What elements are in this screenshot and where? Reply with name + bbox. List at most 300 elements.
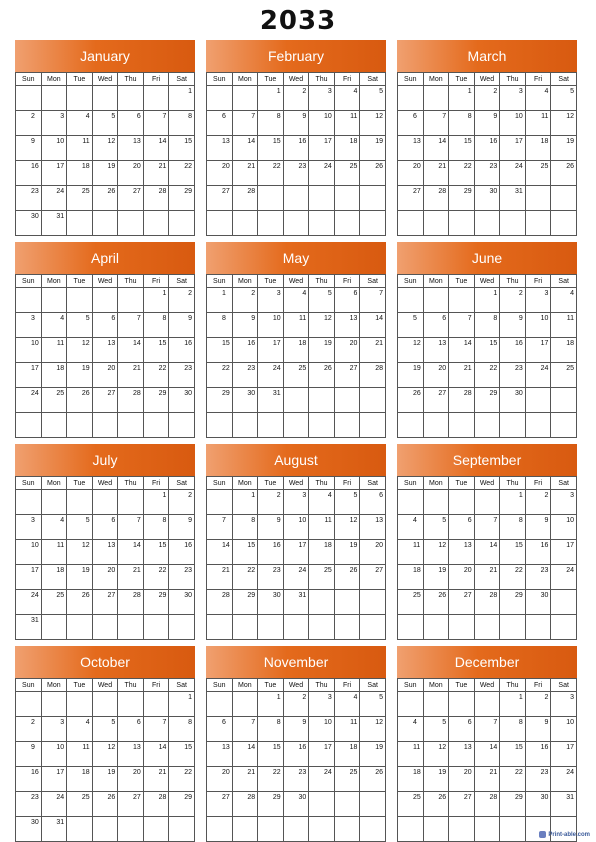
day-cell: [207, 413, 233, 438]
day-cell: 12: [360, 111, 386, 136]
weekday-label: Sun: [398, 275, 424, 288]
day-cell: 17: [16, 565, 42, 590]
day-cell: 8: [169, 111, 195, 136]
day-cell: 4: [334, 86, 360, 111]
day-cell: [309, 186, 335, 211]
weekday-label: Fri: [143, 73, 169, 86]
day-cell: [360, 211, 386, 236]
day-cell: [232, 211, 258, 236]
day-cell: 8: [500, 717, 526, 742]
day-cell: 1: [258, 86, 284, 111]
weekday-label: Mon: [423, 477, 449, 490]
day-cell: 2: [16, 111, 42, 136]
day-cell: 14: [207, 540, 233, 565]
day-cell: 1: [449, 86, 475, 111]
day-cell: 16: [474, 136, 500, 161]
weekday-label: Sun: [207, 477, 233, 490]
day-cell: [360, 590, 386, 615]
day-cell: 27: [92, 388, 118, 413]
day-cell: 20: [449, 565, 475, 590]
day-cell: [232, 692, 258, 717]
day-cell: 2: [169, 288, 195, 313]
day-cell: 13: [449, 540, 475, 565]
day-cell: 1: [232, 490, 258, 515]
day-cell: 4: [551, 288, 577, 313]
day-cell: 23: [169, 363, 195, 388]
day-cell: 13: [449, 742, 475, 767]
day-cell: 27: [118, 186, 144, 211]
day-cell: 4: [309, 490, 335, 515]
day-cell: [398, 692, 424, 717]
day-cell: 9: [169, 313, 195, 338]
day-cell: 10: [283, 515, 309, 540]
month-header: May: [206, 242, 386, 274]
day-cell: [309, 413, 335, 438]
day-cell: 25: [525, 161, 551, 186]
weekday-label: Wed: [283, 477, 309, 490]
day-cell: 18: [283, 338, 309, 363]
day-cell: 21: [360, 338, 386, 363]
day-cell: 1: [207, 288, 233, 313]
weekday-label: Sun: [16, 477, 42, 490]
day-cell: 11: [67, 136, 93, 161]
day-cell: 20: [360, 540, 386, 565]
weekday-label: Mon: [423, 275, 449, 288]
day-cell: 29: [258, 792, 284, 817]
day-cell: [398, 817, 424, 842]
weekday-label: Thu: [500, 73, 526, 86]
day-cell: 20: [334, 338, 360, 363]
day-cell: [16, 288, 42, 313]
day-cell: [500, 817, 526, 842]
day-cell: 21: [143, 767, 169, 792]
day-cell: 15: [169, 136, 195, 161]
day-cell: 25: [41, 590, 67, 615]
day-cell: 31: [41, 211, 67, 236]
day-cell: 24: [525, 363, 551, 388]
weekday-label: Wed: [92, 679, 118, 692]
day-cell: 21: [232, 161, 258, 186]
day-cell: 10: [551, 515, 577, 540]
day-cell: 27: [207, 186, 233, 211]
day-cell: [258, 413, 284, 438]
day-cell: 17: [309, 136, 335, 161]
day-cell: [474, 490, 500, 515]
weekday-label: Sat: [169, 73, 195, 86]
day-cell: [16, 86, 42, 111]
day-cell: 26: [398, 388, 424, 413]
day-cell: 21: [449, 363, 475, 388]
logo-icon: [539, 831, 546, 838]
day-cell: [207, 692, 233, 717]
day-cell: [67, 490, 93, 515]
weekday-label: Tue: [67, 275, 93, 288]
day-cell: 9: [474, 111, 500, 136]
day-cell: [92, 211, 118, 236]
day-cell: 18: [41, 363, 67, 388]
day-cell: 14: [143, 742, 169, 767]
day-cell: 27: [398, 186, 424, 211]
day-cell: 3: [551, 490, 577, 515]
day-cell: [423, 413, 449, 438]
day-cell: 7: [118, 313, 144, 338]
day-cell: [500, 615, 526, 640]
weekday-label: Mon: [232, 679, 258, 692]
day-cell: 12: [67, 540, 93, 565]
day-cell: 14: [423, 136, 449, 161]
day-cell: [334, 388, 360, 413]
day-cell: 27: [207, 792, 233, 817]
day-cell: [67, 288, 93, 313]
day-cell: 24: [41, 792, 67, 817]
month-header: June: [397, 242, 577, 274]
day-cell: 17: [41, 767, 67, 792]
day-cell: 19: [67, 363, 93, 388]
day-cell: 14: [118, 338, 144, 363]
day-cell: [423, 615, 449, 640]
day-cell: 30: [525, 792, 551, 817]
weekday-label: Sun: [16, 73, 42, 86]
weekday-label: Fri: [525, 477, 551, 490]
day-cell: [360, 186, 386, 211]
day-cell: 22: [500, 565, 526, 590]
day-cell: [41, 490, 67, 515]
day-cell: 29: [500, 792, 526, 817]
day-cell: 12: [551, 111, 577, 136]
month-header: April: [15, 242, 195, 274]
day-cell: 18: [525, 136, 551, 161]
day-cell: [449, 615, 475, 640]
day-cell: 27: [423, 388, 449, 413]
day-cell: 16: [525, 742, 551, 767]
weekday-label: Fri: [334, 679, 360, 692]
day-cell: 10: [258, 313, 284, 338]
day-cell: 23: [16, 186, 42, 211]
weekday-label: Mon: [41, 477, 67, 490]
weekday-label: Fri: [143, 477, 169, 490]
day-cell: [449, 817, 475, 842]
weekday-label: Wed: [283, 275, 309, 288]
day-cell: 20: [423, 363, 449, 388]
day-cell: 16: [169, 338, 195, 363]
day-cell: 15: [474, 338, 500, 363]
day-cell: 4: [398, 515, 424, 540]
weekday-label: Mon: [423, 679, 449, 692]
day-cell: 12: [92, 742, 118, 767]
day-cell: 3: [258, 288, 284, 313]
day-cell: 13: [334, 313, 360, 338]
day-cell: 17: [283, 540, 309, 565]
weekday-label: Mon: [41, 275, 67, 288]
day-cell: 5: [334, 490, 360, 515]
day-cell: 2: [16, 717, 42, 742]
month-table: [397, 678, 577, 842]
weekday-label: Sat: [551, 275, 577, 288]
day-cell: [334, 615, 360, 640]
day-cell: 8: [169, 717, 195, 742]
day-cell: 2: [232, 288, 258, 313]
weekday-label: Tue: [67, 73, 93, 86]
weekday-label: Wed: [283, 73, 309, 86]
footer-logo-text: Print-able.com: [548, 832, 590, 838]
day-cell: 3: [41, 111, 67, 136]
day-cell: [449, 288, 475, 313]
day-cell: 16: [232, 338, 258, 363]
day-cell: 9: [525, 515, 551, 540]
day-cell: [207, 817, 233, 842]
day-cell: 17: [525, 338, 551, 363]
day-cell: [41, 692, 67, 717]
day-cell: 11: [309, 515, 335, 540]
day-cell: 7: [143, 111, 169, 136]
day-cell: 21: [207, 565, 233, 590]
day-cell: 9: [500, 313, 526, 338]
weekday-label: Thu: [500, 275, 526, 288]
day-cell: [118, 490, 144, 515]
day-cell: 13: [118, 742, 144, 767]
weekday-label: Wed: [474, 275, 500, 288]
day-cell: 24: [16, 388, 42, 413]
day-cell: 3: [525, 288, 551, 313]
day-cell: 7: [360, 288, 386, 313]
weekday-label: Thu: [500, 477, 526, 490]
day-cell: 25: [67, 792, 93, 817]
day-cell: 17: [16, 363, 42, 388]
day-cell: [283, 211, 309, 236]
day-cell: 17: [258, 338, 284, 363]
day-cell: 2: [169, 490, 195, 515]
month-october: [15, 646, 195, 842]
day-cell: 23: [16, 792, 42, 817]
day-cell: 31: [258, 388, 284, 413]
day-cell: [525, 211, 551, 236]
weekday-label: Thu: [118, 477, 144, 490]
day-cell: 20: [92, 565, 118, 590]
day-cell: [169, 817, 195, 842]
day-cell: 10: [525, 313, 551, 338]
day-cell: 5: [92, 111, 118, 136]
day-cell: [92, 86, 118, 111]
day-cell: 21: [118, 565, 144, 590]
day-cell: 19: [67, 565, 93, 590]
weekday-label: Thu: [309, 73, 335, 86]
day-cell: [398, 615, 424, 640]
day-cell: 29: [169, 792, 195, 817]
day-cell: 19: [309, 338, 335, 363]
day-cell: 6: [118, 111, 144, 136]
day-cell: 3: [16, 515, 42, 540]
weekday-label: Sat: [169, 275, 195, 288]
day-cell: [169, 413, 195, 438]
day-cell: 23: [474, 161, 500, 186]
day-cell: 11: [283, 313, 309, 338]
day-cell: 5: [398, 313, 424, 338]
day-cell: 22: [449, 161, 475, 186]
day-cell: [309, 615, 335, 640]
day-cell: 6: [207, 111, 233, 136]
day-cell: [41, 615, 67, 640]
day-cell: 3: [500, 86, 526, 111]
day-cell: 30: [474, 186, 500, 211]
day-cell: 10: [500, 111, 526, 136]
day-cell: 18: [398, 767, 424, 792]
day-cell: 23: [283, 161, 309, 186]
day-cell: 10: [309, 111, 335, 136]
day-cell: 16: [258, 540, 284, 565]
day-cell: 31: [41, 817, 67, 842]
weekday-label: Wed: [92, 477, 118, 490]
day-cell: 12: [309, 313, 335, 338]
day-cell: [334, 211, 360, 236]
weekday-label: Mon: [41, 679, 67, 692]
day-cell: 26: [67, 590, 93, 615]
day-cell: 8: [258, 111, 284, 136]
day-cell: 14: [449, 338, 475, 363]
day-cell: 28: [474, 590, 500, 615]
weekday-label: Fri: [334, 477, 360, 490]
day-cell: 30: [16, 211, 42, 236]
weekday-label: Fri: [143, 275, 169, 288]
day-cell: 6: [334, 288, 360, 313]
weekday-label: Wed: [92, 73, 118, 86]
weekday-label: Tue: [258, 679, 284, 692]
day-cell: 5: [423, 717, 449, 742]
day-cell: [118, 413, 144, 438]
day-cell: [500, 211, 526, 236]
day-cell: 25: [67, 186, 93, 211]
day-cell: [334, 817, 360, 842]
day-cell: 20: [398, 161, 424, 186]
month-table: [397, 274, 577, 438]
day-cell: 16: [525, 540, 551, 565]
day-cell: 24: [551, 565, 577, 590]
day-cell: 21: [423, 161, 449, 186]
month-header: September: [397, 444, 577, 476]
day-cell: [360, 792, 386, 817]
day-cell: [309, 211, 335, 236]
month-header: December: [397, 646, 577, 678]
day-cell: 22: [143, 363, 169, 388]
day-cell: [334, 186, 360, 211]
day-cell: 26: [423, 590, 449, 615]
day-cell: 19: [334, 540, 360, 565]
day-cell: [283, 388, 309, 413]
day-cell: [398, 211, 424, 236]
weekday-label: Wed: [474, 679, 500, 692]
month-header: January: [15, 40, 195, 72]
day-cell: 7: [474, 717, 500, 742]
day-cell: [67, 413, 93, 438]
day-cell: 26: [551, 161, 577, 186]
day-cell: 23: [283, 767, 309, 792]
day-cell: [143, 86, 169, 111]
day-cell: [67, 211, 93, 236]
day-cell: 5: [309, 288, 335, 313]
day-cell: 14: [360, 313, 386, 338]
day-cell: 28: [207, 590, 233, 615]
day-cell: 24: [41, 186, 67, 211]
day-cell: [474, 692, 500, 717]
day-cell: 15: [500, 540, 526, 565]
day-cell: 17: [309, 742, 335, 767]
month-december: [397, 646, 577, 842]
day-cell: [207, 211, 233, 236]
day-cell: [283, 817, 309, 842]
day-cell: 29: [474, 388, 500, 413]
day-cell: 16: [283, 742, 309, 767]
day-cell: 13: [360, 515, 386, 540]
day-cell: [449, 211, 475, 236]
day-cell: 23: [169, 565, 195, 590]
day-cell: 12: [92, 136, 118, 161]
day-cell: 8: [258, 717, 284, 742]
weekday-label: Thu: [309, 477, 335, 490]
weekday-label: Thu: [118, 679, 144, 692]
day-cell: 15: [258, 136, 284, 161]
day-cell: 15: [169, 742, 195, 767]
day-cell: 6: [92, 313, 118, 338]
day-cell: 21: [118, 363, 144, 388]
weekday-label: Sun: [207, 679, 233, 692]
day-cell: [92, 288, 118, 313]
day-cell: 6: [207, 717, 233, 742]
day-cell: 16: [16, 767, 42, 792]
day-cell: 17: [41, 161, 67, 186]
day-cell: 18: [551, 338, 577, 363]
month-header: October: [15, 646, 195, 678]
day-cell: 13: [207, 136, 233, 161]
day-cell: 27: [360, 565, 386, 590]
weekday-label: Sat: [169, 477, 195, 490]
day-cell: 6: [92, 515, 118, 540]
day-cell: 31: [16, 615, 42, 640]
day-cell: [118, 692, 144, 717]
day-cell: [67, 692, 93, 717]
day-cell: 21: [232, 767, 258, 792]
day-cell: [67, 615, 93, 640]
month-header: March: [397, 40, 577, 72]
day-cell: 1: [169, 86, 195, 111]
day-cell: [309, 590, 335, 615]
day-cell: 15: [207, 338, 233, 363]
day-cell: 30: [232, 388, 258, 413]
day-cell: 26: [334, 565, 360, 590]
day-cell: 1: [143, 490, 169, 515]
month-table: [15, 476, 195, 640]
day-cell: 2: [283, 86, 309, 111]
day-cell: [92, 413, 118, 438]
day-cell: 26: [360, 767, 386, 792]
day-cell: 28: [143, 792, 169, 817]
day-cell: 19: [92, 767, 118, 792]
day-cell: 25: [551, 363, 577, 388]
day-cell: 7: [449, 313, 475, 338]
weekday-label: Sun: [398, 679, 424, 692]
day-cell: 13: [423, 338, 449, 363]
day-cell: 9: [258, 515, 284, 540]
day-cell: 14: [118, 540, 144, 565]
day-cell: 28: [118, 590, 144, 615]
day-cell: 10: [16, 338, 42, 363]
day-cell: [207, 86, 233, 111]
day-cell: [423, 692, 449, 717]
day-cell: 4: [334, 692, 360, 717]
day-cell: 23: [525, 565, 551, 590]
day-cell: 12: [360, 717, 386, 742]
day-cell: 2: [525, 692, 551, 717]
day-cell: 1: [169, 692, 195, 717]
day-cell: [92, 692, 118, 717]
